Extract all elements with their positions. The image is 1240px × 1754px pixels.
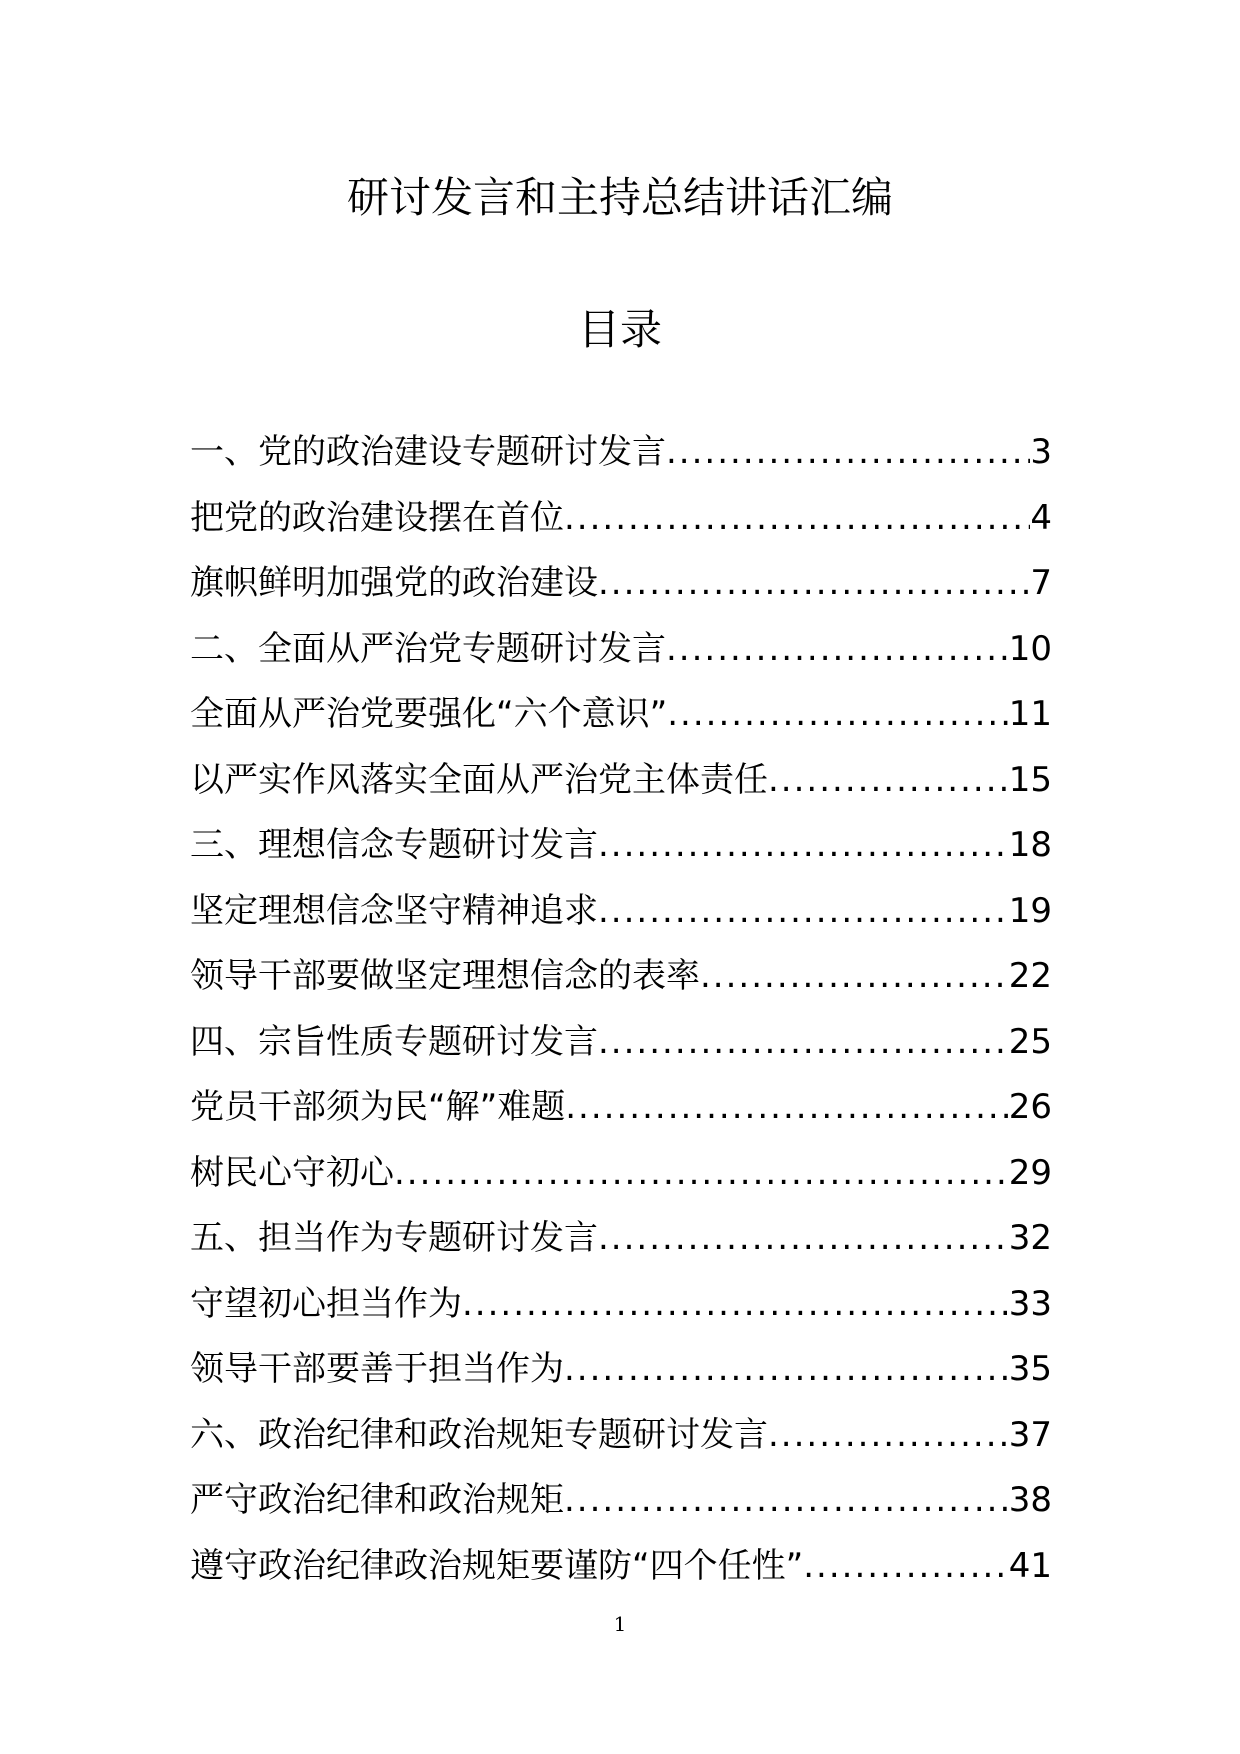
toc-entry-label: 把党的政治建设摆在首位 (190, 497, 564, 538)
toc-entry[interactable] (190, 1468, 1052, 1534)
toc-leader-dots (565, 1075, 1009, 1141)
page-number: 1 (613, 1612, 627, 1636)
toc-entry-page: 10 (1008, 628, 1052, 669)
toc-leader-dots (803, 1534, 1009, 1600)
toc-entry-page: 18 (1008, 825, 1052, 865)
toc-leader-dots (598, 813, 1009, 879)
toc-entry[interactable] (190, 1534, 1052, 1600)
document-title: 研讨发言和主持总结讲话汇编 (346, 173, 893, 222)
toc-entry-page: 22 (1008, 956, 1052, 996)
toc-leader-dots (667, 682, 1009, 748)
toc-entry-label: 以严实作风落实全面从严治党主体责任 (190, 759, 768, 800)
toc-entry-label: 一、党的政治建设专题研讨发言 (190, 432, 666, 472)
toc-leader-dots (666, 420, 1030, 486)
toc-entry-label: 二、全面从严治党专题研讨发言 (190, 628, 666, 669)
toc-entry-page: 29 (1008, 1152, 1052, 1193)
toc-entry[interactable] (190, 879, 1052, 945)
toc-entry-page: 26 (1008, 1087, 1052, 1127)
toc-leader-dots (598, 1010, 1009, 1076)
toc-entry-label: 树民心守初心 (190, 1152, 394, 1193)
toc-entry-label: 坚定理想信念坚守精神追求 (190, 890, 598, 931)
toc-entry-label: 全面从严治党要强化“六个意识” (190, 694, 668, 734)
toc-entry-page: 25 (1008, 1021, 1052, 1062)
toc-entry-label: 旗帜鲜明加强党的政治建设 (190, 563, 598, 603)
toc-entry-label: 党员干部须为民“解”难题 (190, 1087, 566, 1127)
toc-heading: 目录 (577, 305, 662, 354)
toc-entry-page: 7 (1030, 563, 1052, 603)
toc-entry[interactable] (190, 486, 1052, 552)
toc-entry[interactable] (190, 813, 1052, 879)
toc-entry-page: 11 (1008, 694, 1052, 734)
toc-entry-page: 33 (1008, 1283, 1052, 1324)
toc-entry[interactable] (190, 1010, 1052, 1076)
toc-entry-page: 37 (1008, 1414, 1052, 1455)
toc-leader-dots (598, 1206, 1009, 1272)
toc-entry-page: 19 (1008, 890, 1052, 931)
toc-entry-label: 三、理想信念专题研讨发言 (190, 825, 598, 865)
toc-entry-label: 四、宗旨性质专题研讨发言 (190, 1021, 598, 1062)
toc-entry[interactable] (190, 1141, 1052, 1207)
toc-entry[interactable] (190, 1206, 1052, 1272)
toc-leader-dots (598, 879, 1009, 945)
toc-entry-label: 遵守政治纪律政治规矩要谨防“四个任性” (190, 1545, 804, 1586)
toc-entry-label: 五、担当作为专题研讨发言 (190, 1218, 598, 1258)
toc-entry-label: 守望初心担当作为 (190, 1283, 462, 1324)
toc-entry[interactable] (190, 944, 1052, 1010)
toc-entry-page: 32 (1008, 1218, 1052, 1258)
toc-leader-dots (598, 551, 1030, 617)
toc-entry[interactable] (190, 1403, 1052, 1469)
toc-entry-label: 严守政治纪律和政治规矩 (190, 1480, 564, 1520)
toc-entry-page: 38 (1008, 1480, 1052, 1520)
toc-entry[interactable] (190, 1272, 1052, 1338)
toc-entry-label: 六、政治纪律和政治规矩专题研讨发言 (190, 1414, 768, 1455)
toc-leader-dots (394, 1141, 1009, 1207)
toc-entry-label: 领导干部要善于担当作为 (190, 1349, 564, 1389)
toc-entry-page: 4 (1030, 497, 1052, 538)
toc-entry[interactable] (190, 420, 1052, 486)
toc-entry[interactable] (190, 1337, 1052, 1403)
toc-entry-label: 领导干部要做坚定理想信念的表率 (190, 956, 700, 996)
toc-entry-page: 3 (1030, 432, 1052, 472)
toc-leader-dots (564, 486, 1030, 552)
toc-entry-page: 41 (1008, 1545, 1052, 1586)
toc-entry[interactable] (190, 551, 1052, 617)
toc-entry[interactable] (190, 617, 1052, 683)
table-of-contents (190, 420, 1052, 1599)
toc-leader-dots (700, 944, 1009, 1010)
toc-entry[interactable] (190, 748, 1052, 814)
toc-leader-dots (564, 1468, 1009, 1534)
toc-entry[interactable] (190, 1075, 1052, 1141)
toc-leader-dots (666, 617, 1009, 683)
toc-entry-page: 35 (1008, 1349, 1052, 1389)
toc-entry[interactable] (190, 682, 1052, 748)
toc-leader-dots (768, 1403, 1009, 1469)
toc-leader-dots (768, 748, 1009, 814)
toc-leader-dots (564, 1337, 1009, 1403)
toc-leader-dots (462, 1272, 1009, 1338)
toc-entry-page: 15 (1008, 759, 1052, 800)
